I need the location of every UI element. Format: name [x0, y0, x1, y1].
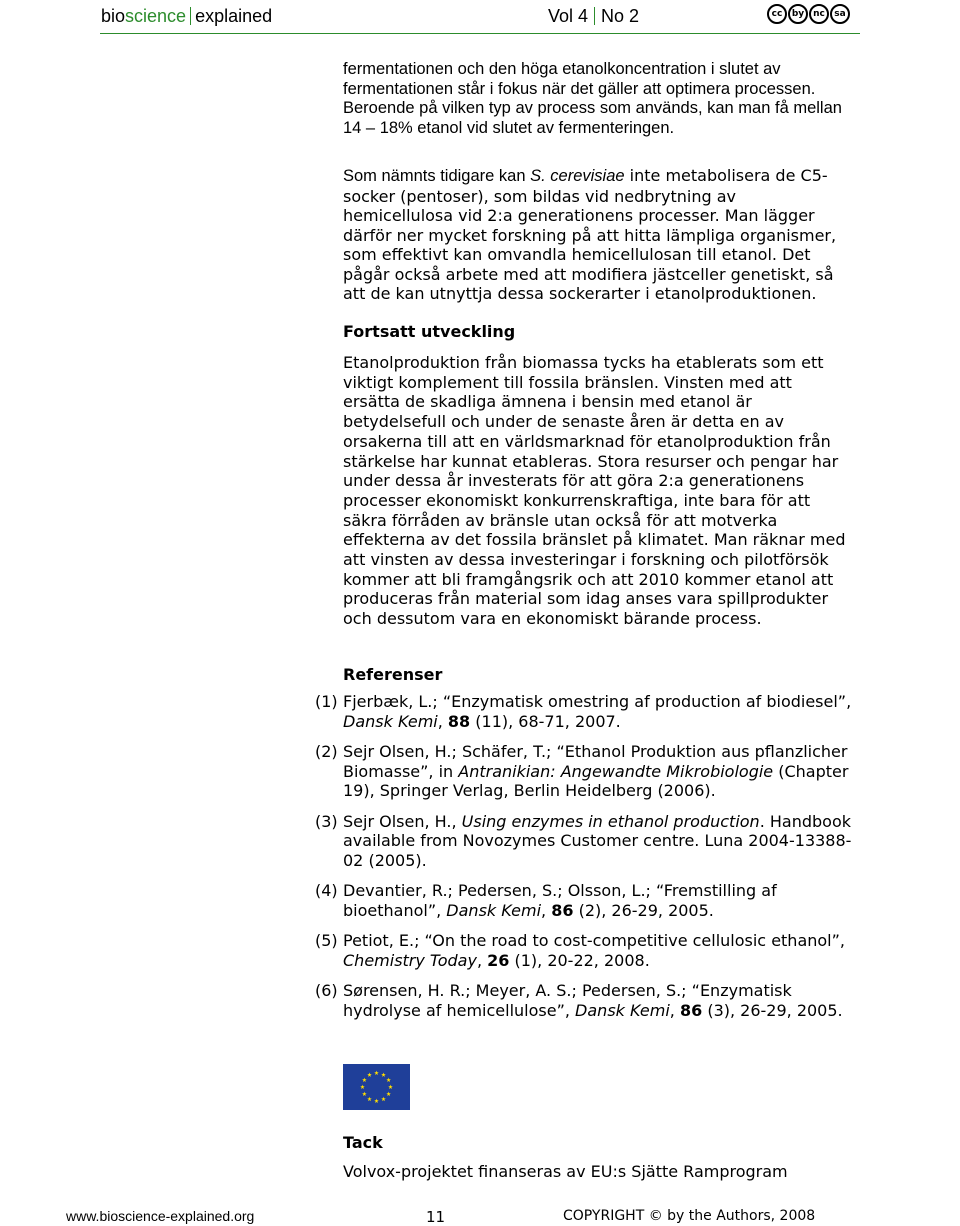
- paragraph-text: Etanolproduktion från biomassa tycks ha etablerats som ett viktigt komplement till fossila bränslen. Vinsten med att ersätta de skadliga ämnena i bensin med etanol är betydelsefull och under de senaste åren är detta en av orsakerna till att en världsmarknad för etanolproduktion från stärkelse har kunnat etableras. Stora resurser och pengar har under dessa år investerats för att göra 2:a generationens processer ekonomiskt konkurrenskraftiga, inte bara för att säkra förråden av bränsle utan också för att motverka effekterna av det fossila bränslet på klimatet. Man räknar med att vinsten av dessa investeringar i forskning och pilotförsök kommer att bli framgångsrik och att 2010 kommer etanol att produceras från material som idag anses vara spillprodukter och dessutom vara en ekonomiskt bärande process.: [343, 353, 846, 629]
- paragraph-fermentation: [343, 60, 848, 138]
- reference-text: ,: [669, 1000, 680, 1020]
- brand-divider: [190, 7, 191, 25]
- reference-journal: Dansk Kemi: [343, 711, 438, 731]
- reference-text: . Handbook available from Novozymes Customer centre. Luna 2004-13388-02 (2005).: [343, 811, 852, 870]
- reference-volume: 26: [487, 950, 510, 970]
- heading-text: Fortsatt utveckling: [343, 322, 516, 341]
- reference-text: Devantier, R.; Pedersen, S.; Olsson, L.; “Fremstilling af bioethanol”,: [343, 881, 777, 920]
- reference-number: (3): [315, 811, 338, 831]
- page-number: 11: [426, 1208, 446, 1226]
- section-heading-fortsatt: [343, 322, 848, 341]
- reference-text: (2), 26-29, 2005.: [573, 900, 714, 920]
- section-heading-referenser: [343, 665, 848, 684]
- acknowledgement-text: Volvox-projektet finanseras av EU:s Sjätte Ramprogram: [343, 1162, 788, 1181]
- eu-flag-icon: [343, 1064, 410, 1110]
- issue-number: No 2: [601, 6, 640, 26]
- paragraph-cerevisiae: [343, 166, 848, 304]
- paragraph-text: [343, 166, 848, 304]
- paragraph-rest: inte metabolisera de C5-socker (pentoser), som bildas vid nedbrytning av hemicellulosa vid 2:a generationens processer. Man lägger därför ner mycket forskning på att hitta lämpliga organismer, som effektivt kan omvandla hemicellulosan till etanol. Det pågår också arbete med att modifiera jästceller genetiskt, så att de kan utnyttja dessa sockerarter i etanolproduktionen.: [343, 166, 837, 303]
- reference-text: (11), 68-71, 2007.: [470, 711, 621, 731]
- heading-text: Referenser: [343, 665, 443, 684]
- reference-list: [315, 692, 855, 1031]
- volume-label: Vol 4: [548, 6, 589, 26]
- nc-icon: nc: [809, 4, 829, 24]
- reference-text: (3), 26-29, 2005.: [702, 1000, 843, 1020]
- reference-number: (5): [315, 931, 338, 950]
- issue-info: [548, 6, 639, 27]
- reference-text: ,: [476, 950, 488, 970]
- brand-science: science: [125, 6, 187, 26]
- reference-text: (1), 20-22, 2008.: [509, 950, 650, 970]
- by-icon: by: [788, 4, 808, 24]
- reference-text: Sejr Olsen, H.,: [343, 811, 462, 831]
- sa-icon: sa: [830, 4, 850, 24]
- reference-journal: Dansk Kemi: [446, 900, 542, 920]
- reference-journal: Antranikian: Angewandte Mikrobiologie: [458, 761, 774, 781]
- creative-commons-icons: [767, 4, 850, 24]
- heading-text: Tack: [343, 1133, 383, 1152]
- reference-number: (1): [315, 692, 338, 711]
- paragraph-start: Som nämnts tidigare kan: [343, 167, 531, 185]
- footer-url: www.bioscience-explained.org: [66, 1208, 255, 1224]
- reference-volume: 86: [551, 900, 574, 920]
- reference-volume: 86: [679, 1000, 703, 1020]
- acknowledgement: [343, 1162, 848, 1182]
- page-header: [0, 0, 960, 36]
- reference-text: Sejr Olsen, H.; Schäfer, T.; “Ethanol Produktion aus pflanzlicher Biomasse”, in: [343, 742, 848, 781]
- reference-item: [315, 742, 855, 801]
- reference-item: [315, 812, 855, 871]
- journal-brand: [101, 6, 272, 27]
- paragraph-text: fermentationen och den höga etanolkoncentration i slutet av fermentationen står i fokus när det gäller att optimera processen. Beroende på vilken typ av process som används, kan man få mellan 14 – 18% etanol vid slutet av fermenteringen.: [343, 60, 842, 137]
- reference-item: [315, 692, 855, 731]
- species-name: S. cerevisiae: [530, 167, 625, 185]
- reference-number: (6): [315, 981, 338, 1000]
- reference-journal: Dansk Kemi: [575, 1000, 670, 1020]
- reference-text: Fjerbæk, L.; “Enzymatisk omestring af production af biodiesel”,: [343, 692, 852, 711]
- paragraph-development: [343, 353, 848, 629]
- header-rule: [100, 33, 860, 34]
- section-heading-tack: [343, 1133, 848, 1152]
- copyright-notice: COPYRIGHT © by the Authors, 2008: [563, 1208, 816, 1224]
- reference-volume: 88: [447, 711, 471, 731]
- reference-item: [315, 981, 855, 1020]
- cc-icon: cc: [767, 4, 787, 24]
- reference-text: ,: [541, 900, 552, 920]
- brand-explained: explained: [195, 6, 273, 26]
- reference-journal: Chemistry Today: [343, 950, 477, 970]
- reference-item: [315, 881, 855, 920]
- reference-text: (Chapter 19), Springer Verlag, Berlin Heidelberg (2006).: [343, 761, 849, 800]
- reference-item: [315, 931, 855, 970]
- reference-number: (2): [315, 742, 338, 761]
- brand-bio: bio: [101, 6, 126, 26]
- issue-divider: [594, 7, 595, 25]
- reference-title: Using enzymes in ethanol production: [461, 811, 760, 831]
- reference-text: Sørensen, H. R.; Meyer, A. S.; Pedersen, S.; “Enzymatisk hydrolyse af hemicellulose”,: [343, 981, 792, 1020]
- eu-flag-graphic: [343, 1064, 410, 1110]
- reference-text: Petiot, E.; “On the road to cost-competitive cellulosic ethanol”,: [343, 931, 845, 950]
- reference-number: (4): [315, 881, 338, 900]
- reference-text: ,: [437, 711, 448, 731]
